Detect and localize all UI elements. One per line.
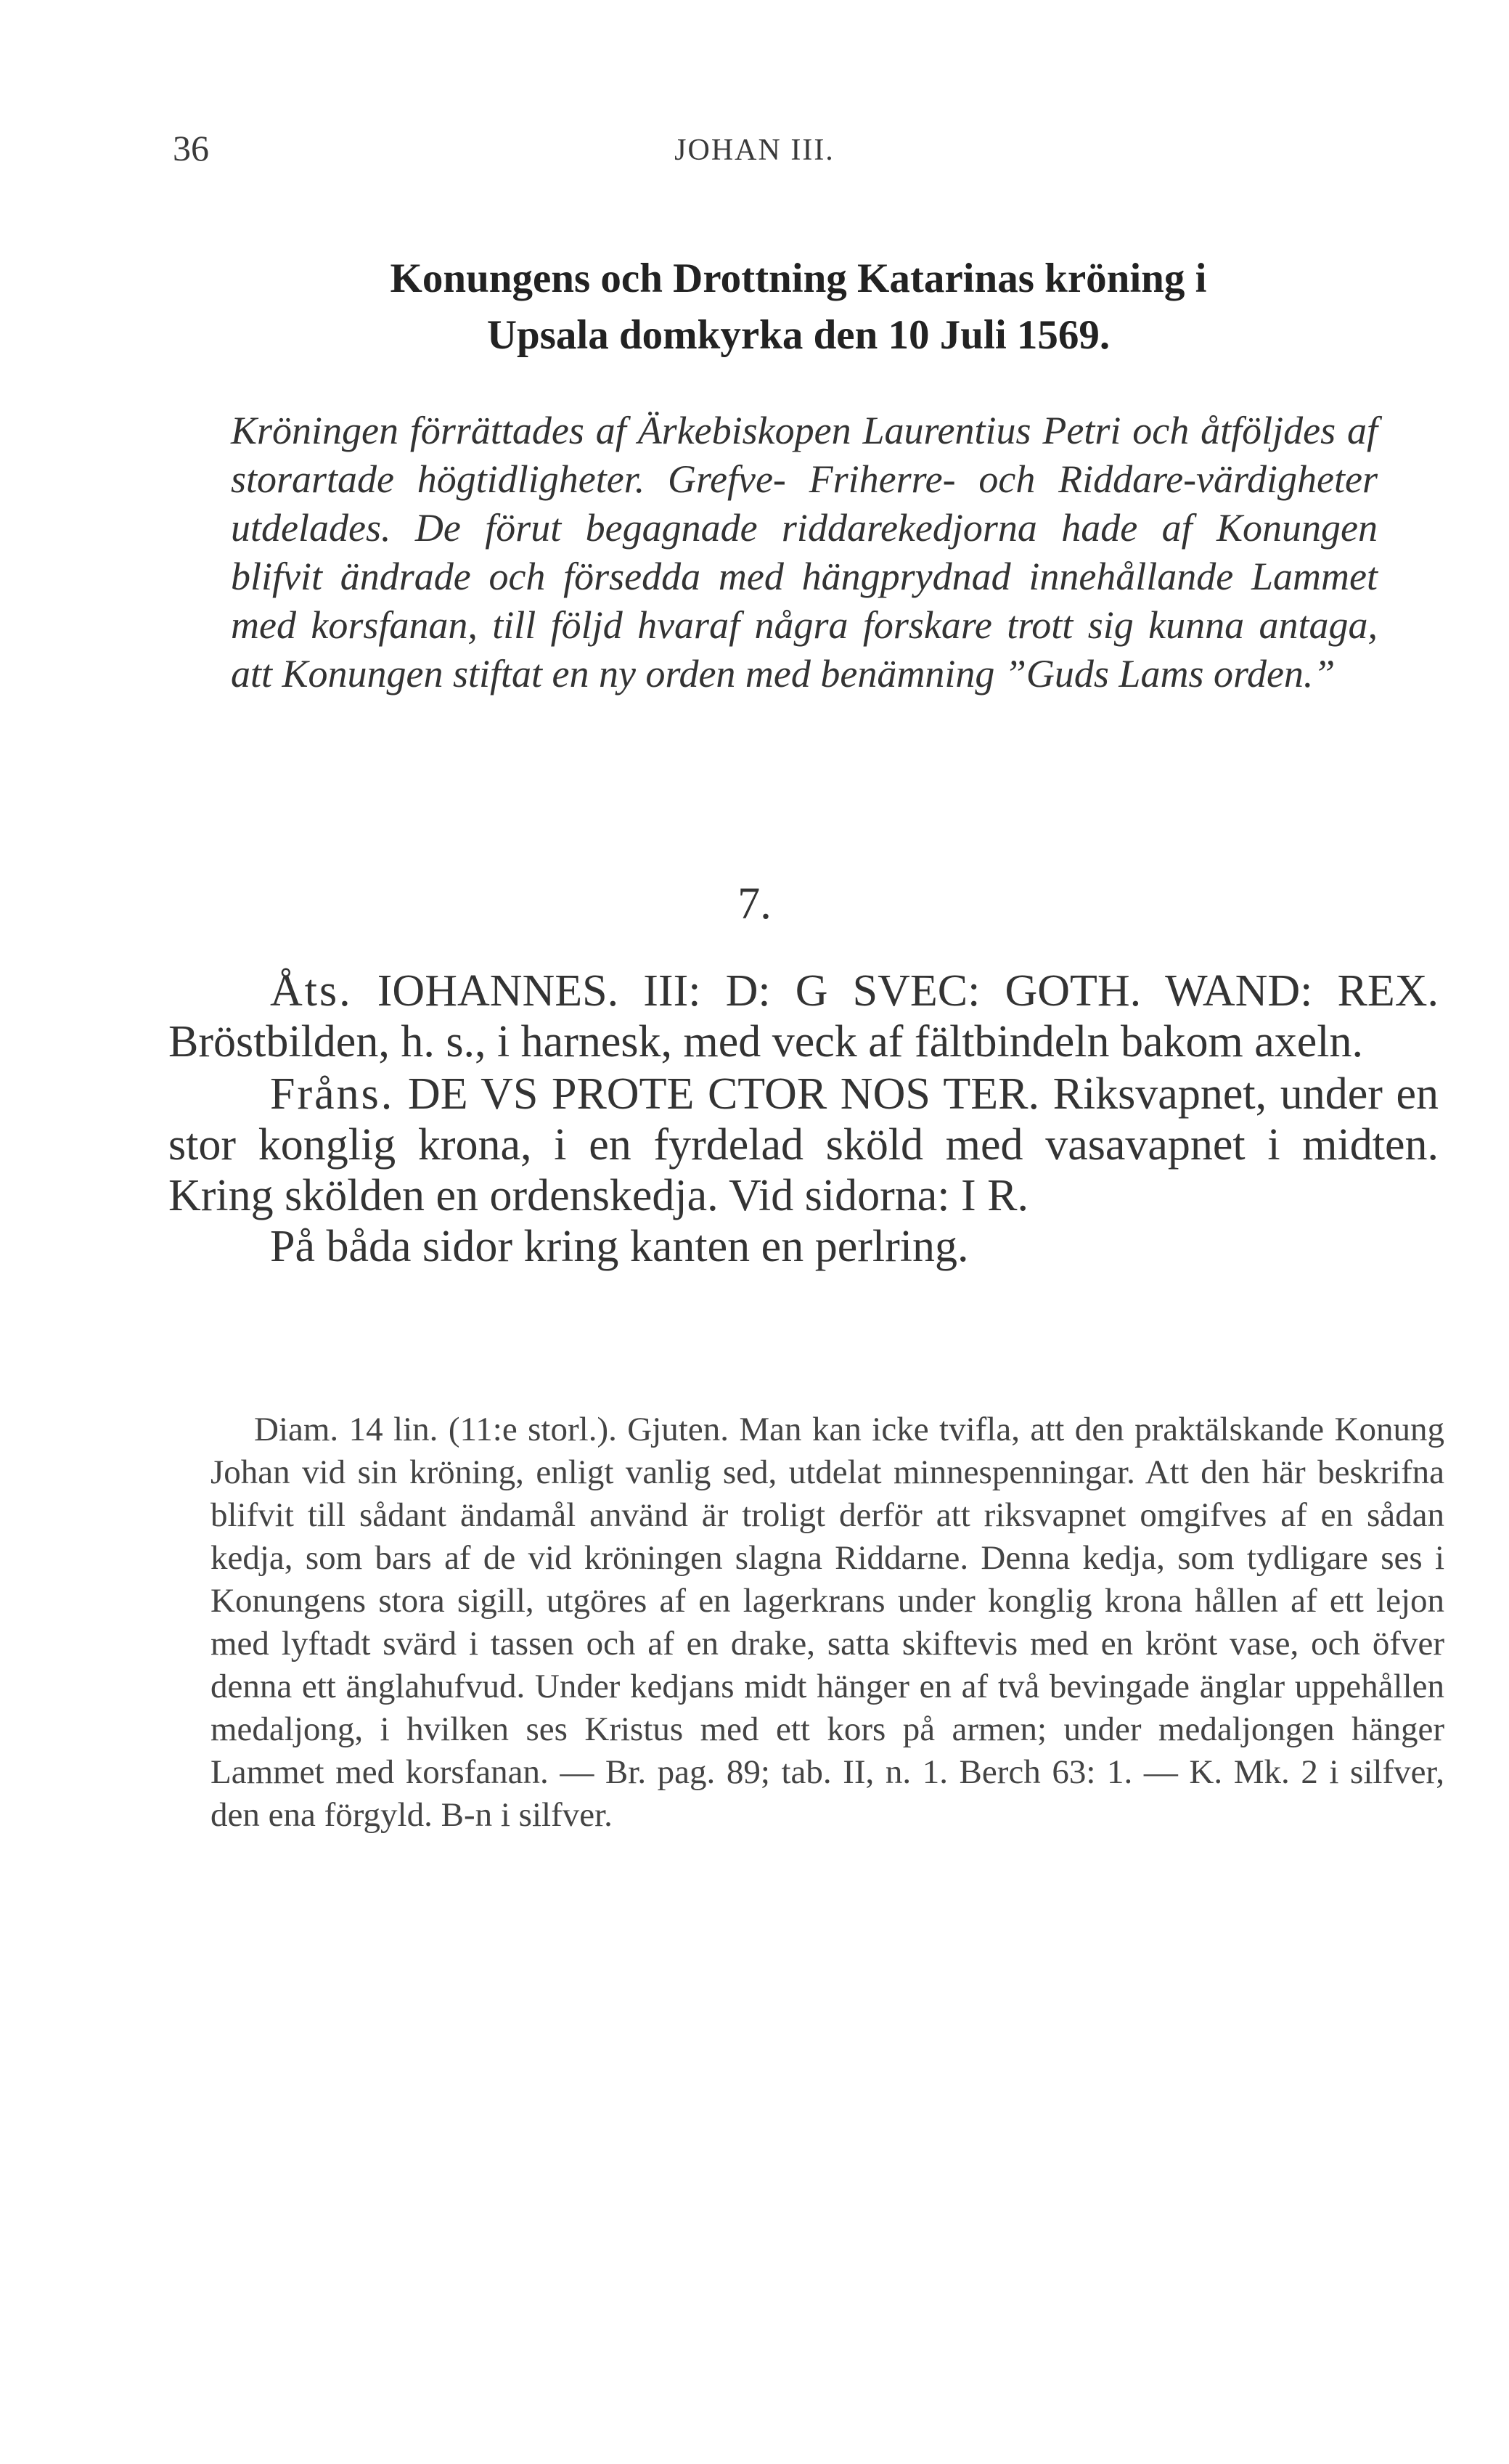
footnote-text: Diam. 14 lin. (11:e storl.). Gjuten. Man kan icke tvifla, att den praktälskande Konung Johan vid sin kröning, enligt vanlig sed, utdelat minnespenningar. Att den här beskrifna blifvit till sådant ändamål använd är troligt derför att riksvapnet omgifves af en sådan kedja, som bars af de vid kröningen slagna Riddarne. Denna kedja, som tydligare ses i Konungens stora sigill, utgöres af en lagerkrans under konglig krona hållen af ett lejon med lyftadt svärd i tassen och af en drake, satta skiftevis med en krönt vase, och öfver denna ett änglahufvud. Under kedjans midt hänger en af två bevingade änglar uppehållen medaljong, i hvilken ses Kristus med ett kors på armen; under medaljongen hänger Lammet med korsfanan. — Br. pag. 89; tab. II, n. 1. Berch 63: 1. — K. Mk. 2 i silfver, den ena förgyld. B-n i silfver. (210, 1411, 1444, 1834)
reverse-label: Fråns. (270, 1069, 395, 1119)
reverse-legend: DE VS PROTE CTOR NOS TER. (407, 1069, 1039, 1119)
border-paragraph: På båda sidor kring kanten en perlring. (270, 1222, 969, 1271)
article-title (276, 250, 1321, 364)
title-line-2: Upsala domkyrka den 10 Juli 1569. (486, 312, 1111, 358)
medal-description (168, 966, 1439, 1272)
intro-paragraph: Kröningen förrättades af Ärkebiskopen Laurentius Petri och åtföljdes af storartade högtidligheter. Grefve- Friherre- och Riddare-värdigheter utdelades. De förut begagnade riddarekedjorna hade af Konungen blifvit ändrade och försedda med hängprydnad innehållande Lammet med korsfanan, till följd hvaraf några forskare trott sig kunna antaga, att Konungen stiftat en ny orden med benämning ”Guds Lams orden.” (231, 409, 1378, 695)
page-number: 36 (173, 128, 209, 168)
medal-number: 7. (737, 879, 772, 929)
reverse-paragraph (168, 1069, 1439, 1221)
running-head: JOHAN III. (674, 134, 835, 167)
title-line-1: Konungens och Drottning Katarinas kröning i (390, 256, 1207, 301)
obverse-paragraph (168, 966, 1439, 1067)
obverse-description: Bröstbilden, h. s., i harnesk, med veck af fältbindeln bakom axeln. (168, 1017, 1364, 1066)
reverse-description: Riksvapnet, under en stor konglig krona, i en fyrdelad sköld med vasavapnet i midten. Kring skölden en ordenskedja. Vid sidorna: I R. (168, 1069, 1439, 1220)
page-header (173, 127, 1336, 178)
obverse-legend: IOHANNES. III: D: G SVEC: GOTH. WAND: REX. (377, 966, 1439, 1016)
obverse-label: Åts. (270, 966, 353, 1016)
footnote-block (210, 1408, 1444, 1837)
